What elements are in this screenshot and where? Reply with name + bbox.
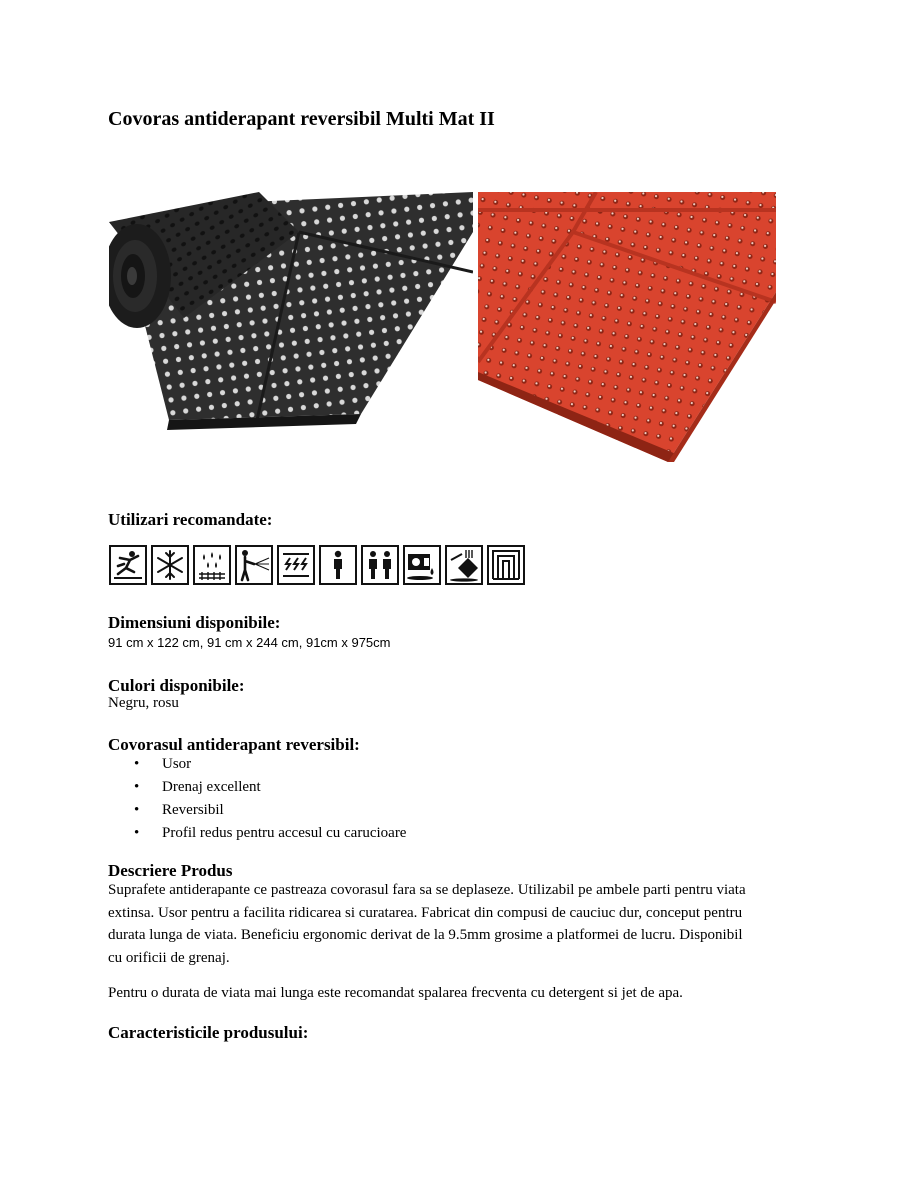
single-person-icon [319,545,357,585]
page-title: Covoras antiderapant reversibil Multi Mat II [108,108,495,130]
list-item: • Usor [108,755,406,778]
red-mat-image [478,192,776,462]
description-heading: Descriere Produs [108,861,233,880]
list-item: • Reversibil [108,801,406,824]
wet-area-icon [193,545,231,585]
multi-person-icon [361,545,399,585]
drainage-icon [277,545,315,585]
list-item: • Profil redus pentru accesul cu carucioare [108,824,406,847]
colors-heading: Culori disponibile: [108,676,245,695]
dimensions-text: 91 cm x 122 cm, 91 cm x 244 cm, 91cm x 975cm [108,635,391,650]
machine-oil-icon [403,545,441,585]
features-heading: Covorasul antiderapant reversibil: [108,735,360,754]
recommended-uses-icons [109,545,525,585]
description-line: cu orificii de grenaj. [108,949,230,966]
features-list [108,755,406,847]
characteristics-heading: Caracteristicile produsului: [108,1023,309,1042]
description-paragraph [108,879,828,969]
description-line: extinsa. Usor pentru a facilita ridicarea si curatarea. Fabricat din compusi de cauciuc dur, conceput pentru [108,904,743,921]
description-line: durata lunga de viata. Beneficiu ergonomic derivat de la 9.5mm grosime a platformei de lucru. Disponibil [108,927,743,943]
anti-slip-icon [109,545,147,585]
colors-text: Negru, rosu [108,695,179,711]
recommended-uses-heading: Utilizari recomandate: [108,510,273,529]
dimensions-heading: Dimensiuni disponibile: [108,613,281,632]
chemical-spill-icon [445,545,483,585]
black-mat-image [109,192,473,462]
tile-edge-icon [487,545,525,585]
pressure-wash-icon [235,545,273,585]
care-paragraph: Pentru o durata de viata mai lunga este recomandat spalarea frecventa cu detergent si jet de apa. [108,985,683,1001]
list-item: • Drenaj excellent [108,778,406,801]
freezer-icon [151,545,189,585]
description-line: Suprafete antiderapante ce pastreaza covorasul fara sa se deplaseze. Utilizabil pe ambele parti pentru viata [108,882,746,898]
